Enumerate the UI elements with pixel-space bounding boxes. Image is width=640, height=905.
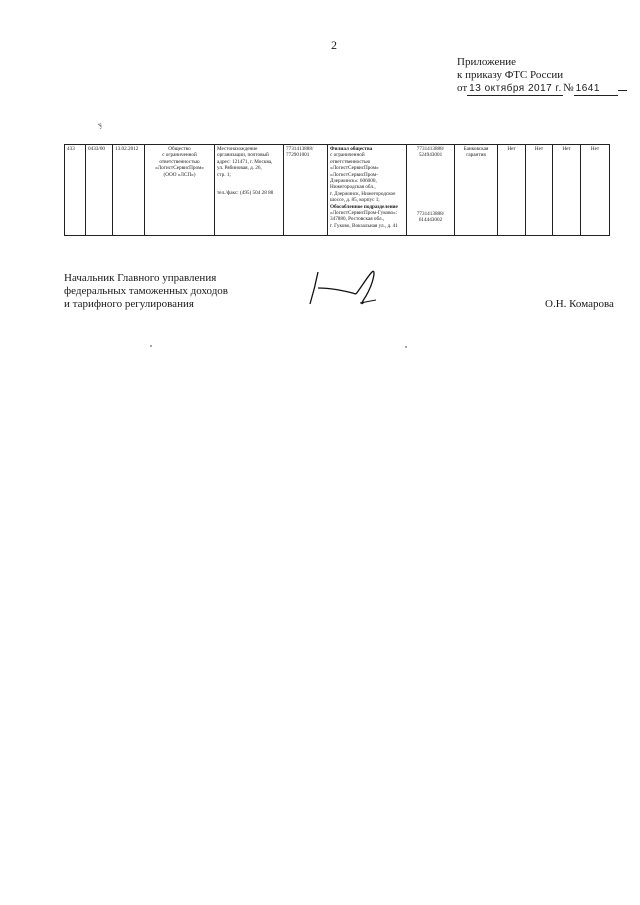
scan-speck bbox=[150, 345, 152, 347]
cell-branch-inn-kpp: 7731413888/ 524943001 7731413888/ 614443002 bbox=[407, 145, 455, 236]
annex-header bbox=[457, 56, 627, 96]
table-row bbox=[65, 145, 610, 236]
order-date: 13 октября 2017 г. bbox=[469, 83, 562, 94]
margin-scribble: у bbox=[96, 119, 104, 130]
cell-organization-name: Общество с ограниченной ответственностью «ЛогистСервисПром» (ООО «ЛСП») bbox=[145, 145, 215, 236]
order-number: 1641 bbox=[574, 82, 618, 96]
cell-location: Местонахождение организации, почтовый адрес: 121471, г. Москва, ул. Рябиновая, д. 26, стр. 1; тел./факс: (495) 504 28 88 bbox=[215, 145, 284, 236]
annex-title: Приложение bbox=[457, 56, 517, 68]
page-number: 2 bbox=[331, 38, 337, 52]
underline-tail bbox=[618, 90, 627, 91]
cell-security: Банковская гарантия bbox=[455, 145, 498, 236]
cell-flag-d: Нет bbox=[581, 145, 610, 236]
annex-order-reference: к приказу ФТС России bbox=[457, 69, 564, 81]
cell-registration-date: 13.02.2012 bbox=[113, 145, 145, 236]
signer-name: О.Н. Комарова bbox=[545, 298, 614, 310]
cell-branches: Филиал общества с ограниченной ответственностью «ЛогистСервисПром» «ЛогистСервисПром- Дзержинск»: 606000, Нижегородская обл., г. Дзержинск, Нижегородское шоссе, д. 85, корпус 1; Обособленное подразделение «ЛогистСервисПром-Гуково»: 347880, Ростовская обл., г. Гуково, Вокзальная ул., д. 41 bbox=[328, 145, 407, 236]
order-date-line bbox=[457, 82, 627, 96]
number-prefix: № bbox=[563, 82, 574, 94]
signatory-position: Начальник Главного управления федеральных таможенных доходов и тарифного регулирования bbox=[64, 272, 228, 310]
phone-fax: тел./факс: (495) 504 28 88 bbox=[217, 190, 274, 197]
cell-inn-kpp: 7731413888/ 772901001 bbox=[284, 145, 328, 236]
cell-flag-c: Нет bbox=[553, 145, 581, 236]
handwritten-signature bbox=[304, 262, 394, 312]
date-prefix: от bbox=[457, 82, 468, 94]
scan-speck bbox=[405, 346, 407, 348]
cell-flag-a: Нет bbox=[498, 145, 526, 236]
cell-number: 433 bbox=[65, 145, 86, 236]
register-table bbox=[64, 144, 610, 236]
cell-registration-number: 0433/00 bbox=[86, 145, 113, 236]
cell-flag-b: Нет bbox=[526, 145, 553, 236]
